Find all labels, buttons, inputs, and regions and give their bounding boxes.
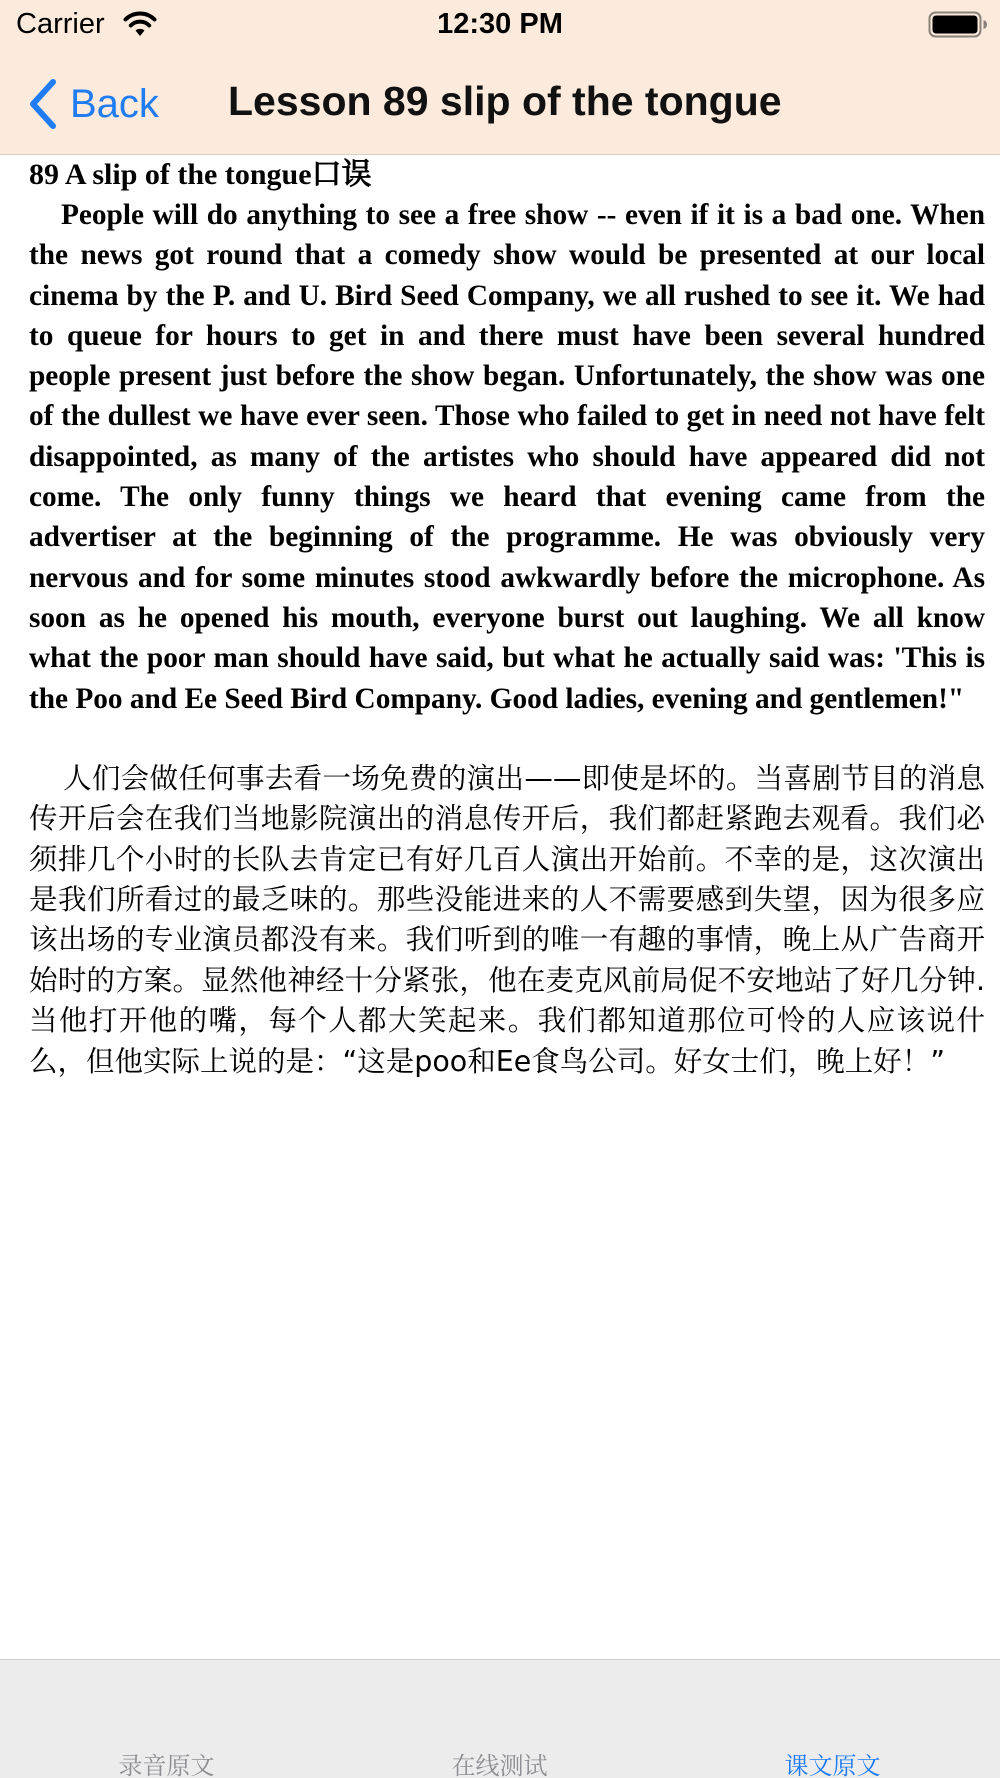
chevron-left-icon	[28, 78, 58, 130]
tab-bar	[0, 1659, 1000, 1778]
clock: 12:30 PM	[437, 8, 563, 40]
carrier-label: Carrier	[16, 8, 105, 40]
lesson-content[interactable]	[29, 155, 985, 1655]
back-button[interactable]	[28, 76, 159, 132]
tab-lesson-text[interactable]: 课文原文	[784, 1752, 881, 1778]
page-title: Lesson 89 slip of the tongue	[228, 78, 782, 124]
battery-icon	[928, 11, 988, 38]
tab-recording-transcript[interactable]: 录音原文	[118, 1752, 215, 1778]
lesson-heading: 89 A slip of the tongue口误	[29, 158, 372, 191]
navigation-bar	[0, 52, 1000, 155]
chinese-translation: 人们会做任何事去看一场免费的演出——即使是坏的。当喜剧节目的消息传开后会在我们当地影院演出的消息传开后，我们都赶紧跑去观看。我们必须排几个小时的长队去肯定已有好几百人演出开始前。不幸的是，这次演出是我们所看过的最乏味的。那些没能进来的人不需要感到失望，因为很多应该出场的专业演员都没有来。我们听到的唯一有趣的事情，晚上从广告商开始时的方案。显然他神经十分紧张，他在麦克风前局促不安地站了好几分钟.当他打开他的嘴，每个人都大笑起来。我们都知道那位可怜的人应该说什么，但他实际上说的是：“这是poo和Ee食鸟公司。好女士们，晚上好！”	[29, 761, 985, 1078]
tab-online-test[interactable]: 在线测试	[451, 1752, 548, 1778]
english-passage: People will do anything to see a free show -- even if it is a bad one. When the news got round that a comedy show would be presented at our local cinema by the P. and U. Bird Seed Company, we all rushed to see it. We had to queue for hours to get in and there must have been several hundred people present just before the show began. Unfortunately, the show was one of the dullest we have ever seen. Those who failed to get in need not have felt disappointed, as many of the artistes who should have appeared did not come. The only funny things we heard that evening came from the advertiser at the beginning of the programme. He was obviously very nervous and for some minutes stood awkwardly before the microphone. As soon as he opened his mouth, everyone burst out laughing. We all know what the poor man should have said, but what he actually said was: 'This is the Poo and Ee Seed Bird Company. Good ladies, evening and gentlemen!"	[29, 199, 985, 715]
back-label: Back	[70, 81, 159, 126]
status-bar	[0, 0, 1000, 52]
